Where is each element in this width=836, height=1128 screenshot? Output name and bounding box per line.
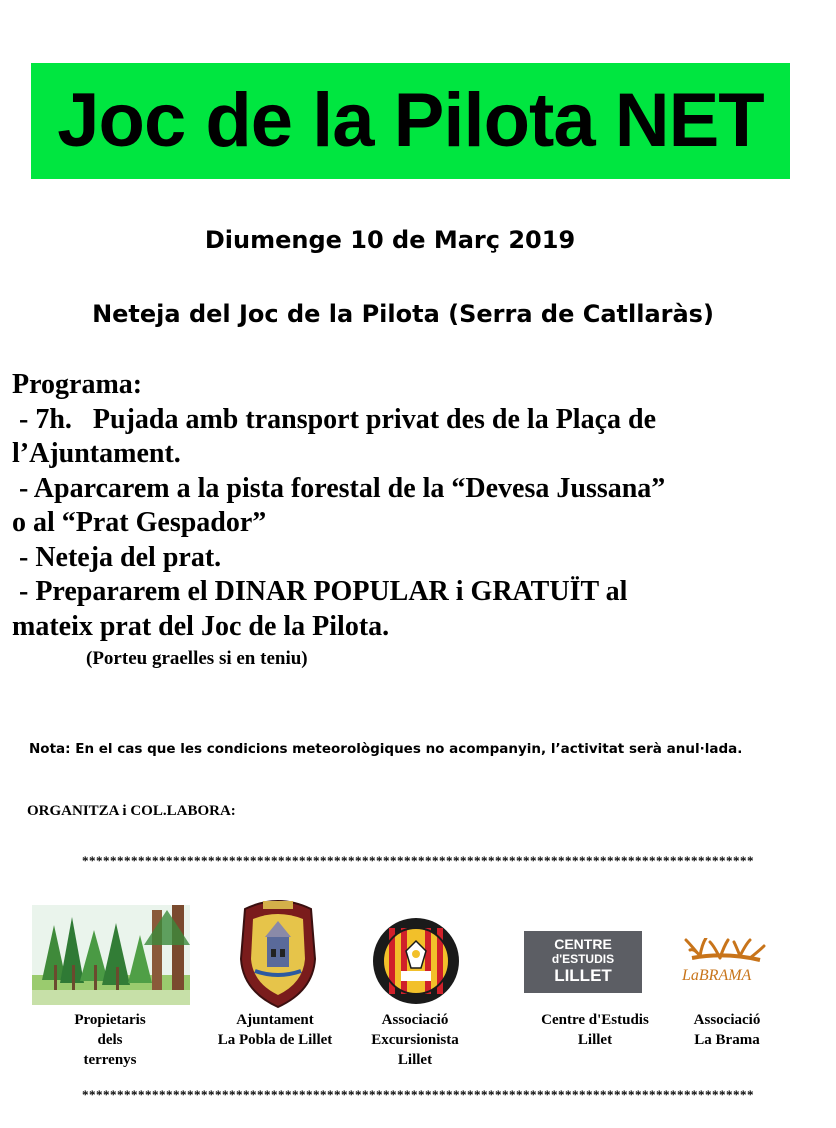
forest-painting-icon (32, 905, 190, 1005)
organizer-label-line: La Pobla de Lillet (217, 1032, 333, 1048)
separator-top: ************************************************************************************************ (82, 853, 754, 868)
organizer-ajuntament (200, 1010, 350, 1050)
program-line: - 7h. Pujada amb transport privat des de la Plaça de (12, 403, 656, 435)
organizer-label-line: Lillet (397, 1052, 433, 1068)
organizer-label-line: Associació (381, 1012, 449, 1028)
coat-of-arms-icon (235, 899, 321, 1009)
title-banner (31, 63, 790, 179)
poster-title: Joc de la Pilota NET (57, 78, 764, 163)
excursionist-emblem-icon (371, 916, 461, 1006)
program-aside: (Porteu graelles si en teniu) (86, 648, 308, 669)
event-subtitle: Neteja del Joc de la Pilota (Serra de Catllaràs) (92, 300, 714, 328)
organizer-la-brama (672, 1010, 782, 1050)
organizer-label-line: Propietaris (74, 1012, 146, 1028)
centre-logo-line: LILLET (554, 966, 612, 985)
organizer-label-line: Excursionista (371, 1032, 459, 1048)
organizer-label-line: Lillet (577, 1032, 613, 1048)
organizer-label-line: Ajuntament (236, 1012, 314, 1028)
organizer-propietaris (50, 1010, 170, 1070)
organizers-heading: ORGANITZA i COL.LABORA: (27, 803, 236, 819)
organizer-label-line: La Brama (694, 1032, 760, 1048)
program-heading: Programa: (12, 369, 143, 400)
program-line: l’Ajuntament. (12, 438, 181, 469)
program-line: - Neteja del prat. (12, 541, 222, 573)
organizer-label-line: Associació (693, 1012, 761, 1028)
centre-estudis-logo-icon (524, 931, 642, 993)
program-line: o al “Prat Gespador” (12, 507, 267, 538)
separator-bottom: ************************************************************************************************ (82, 1087, 754, 1102)
la-brama-logo-icon (680, 938, 766, 984)
organizer-label-line: terrenys (83, 1052, 137, 1068)
organizer-associacio-excursionista (355, 1010, 475, 1070)
la-brama-logo-text: LaBRAMA (682, 967, 752, 984)
centre-logo-line: CENTRE (554, 936, 612, 952)
program-line: - Prepararem el DINAR POPULAR i GRATUÏT al (12, 576, 628, 607)
organizer-centre-estudis (520, 1010, 670, 1050)
organizer-label-line: dels (97, 1032, 123, 1048)
weather-note: Nota: En el cas que les condicions meteorològiques no acompanyin, l’activitat serà anul·lada. (29, 741, 743, 757)
program-section (12, 368, 827, 674)
centre-logo-line: d'ESTUDIS (551, 952, 615, 966)
program-line: - Aparcarem a la pista forestal de la “Devesa Jussana” (12, 472, 666, 504)
organizer-label-line: Centre d'Estudis (541, 1012, 649, 1028)
event-date: Diumenge 10 de Març 2019 (204, 226, 576, 254)
program-line: mateix prat del Joc de la Pilota. (12, 610, 390, 642)
